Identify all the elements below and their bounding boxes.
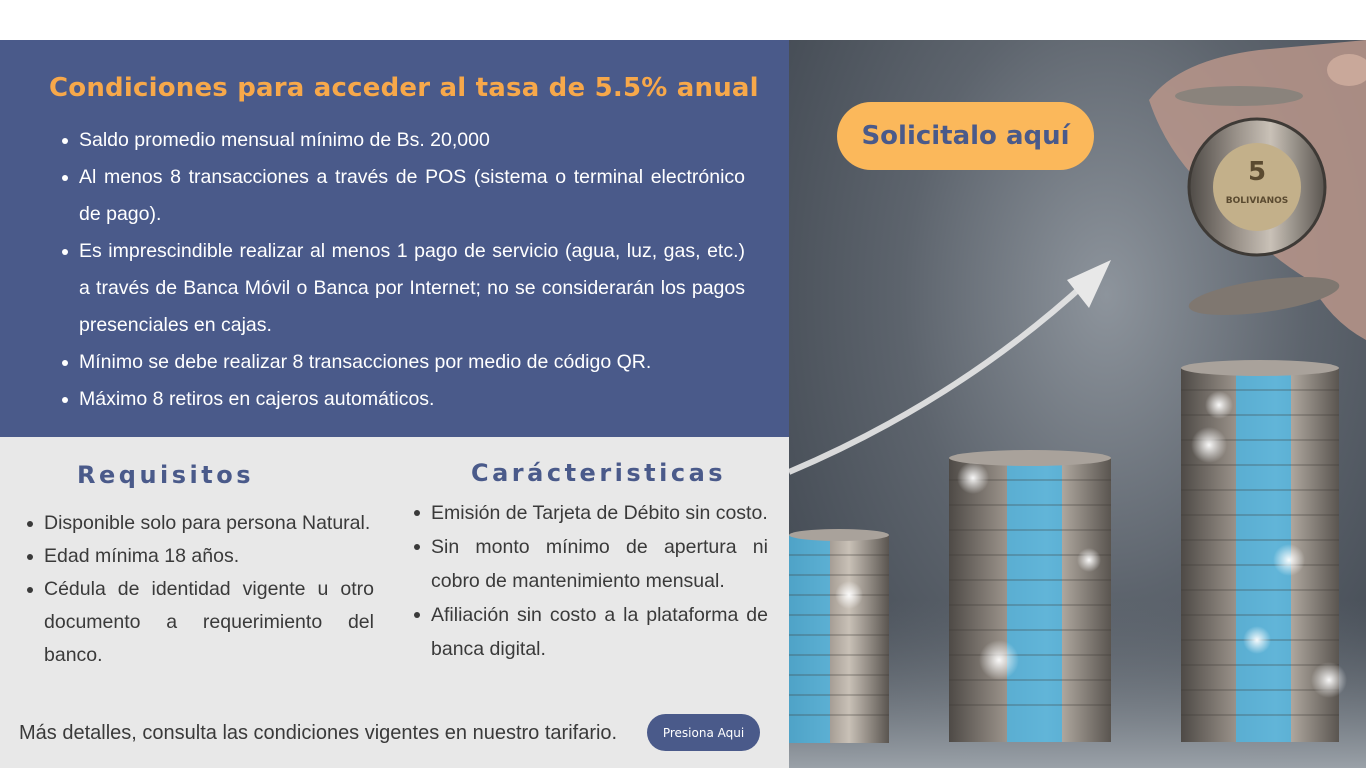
conditions-item: Saldo promedio mensual mínimo de Bs. 20,000 — [79, 122, 745, 159]
top-strip — [0, 0, 1366, 40]
requisitos-item: Disponible solo para persona Natural. — [44, 507, 374, 540]
presiona-aqui-button[interactable]: Presiona Aqui — [647, 714, 760, 751]
coin-stack-left — [789, 529, 889, 743]
conditions-title: Condiciones para acceder al tasa de 5.5% anual — [49, 73, 759, 103]
caracteristicas-list — [431, 496, 768, 666]
conditions-list — [79, 122, 745, 418]
requisitos-item: Edad mínima 18 años. — [44, 540, 374, 573]
conditions-item: Máximo 8 retiros en cajeros automáticos. — [79, 381, 745, 418]
solicitalo-button[interactable]: Solicitalo aquí — [837, 102, 1094, 170]
svg-text:5: 5 — [1247, 157, 1267, 187]
caracteristicas-item: Afiliación sin costo a la plataforma de banca digital. — [431, 598, 768, 666]
svg-text:BOLIVIANOS: BOLIVIANOS — [1225, 196, 1289, 206]
conditions-panel — [0, 40, 789, 437]
requisitos-item: Cédula de identidad vigente u otro documento a requerimiento del banco. — [44, 573, 374, 672]
hero-photo — [789, 40, 1366, 768]
conditions-item: Al menos 8 transacciones a través de POS (sistema o terminal electrónico de pago). — [79, 159, 745, 233]
caracteristicas-title: Carácteristicas — [471, 459, 727, 487]
caracteristicas-item: Sin monto mínimo de apertura ni cobro de mantenimiento mensual. — [431, 530, 768, 598]
conditions-item: Es imprescindible realizar al menos 1 pago de servicio (agua, luz, gas, etc.) a través de Banca Móvil o Banca por Internet; no se considerarán los pagos presenciales en cajas. — [79, 233, 745, 344]
requisitos-list — [44, 507, 374, 672]
footer-text: Más detalles, consulta las condiciones vigentes en nuestro tarifario. — [19, 722, 618, 744]
conditions-item: Mínimo se debe realizar 8 transacciones por medio de código QR. — [79, 344, 745, 381]
caracteristicas-item: Emisión de Tarjeta de Débito sin costo. — [431, 496, 768, 530]
details-panel — [0, 437, 789, 768]
requisitos-title: Requisitos — [77, 461, 255, 489]
